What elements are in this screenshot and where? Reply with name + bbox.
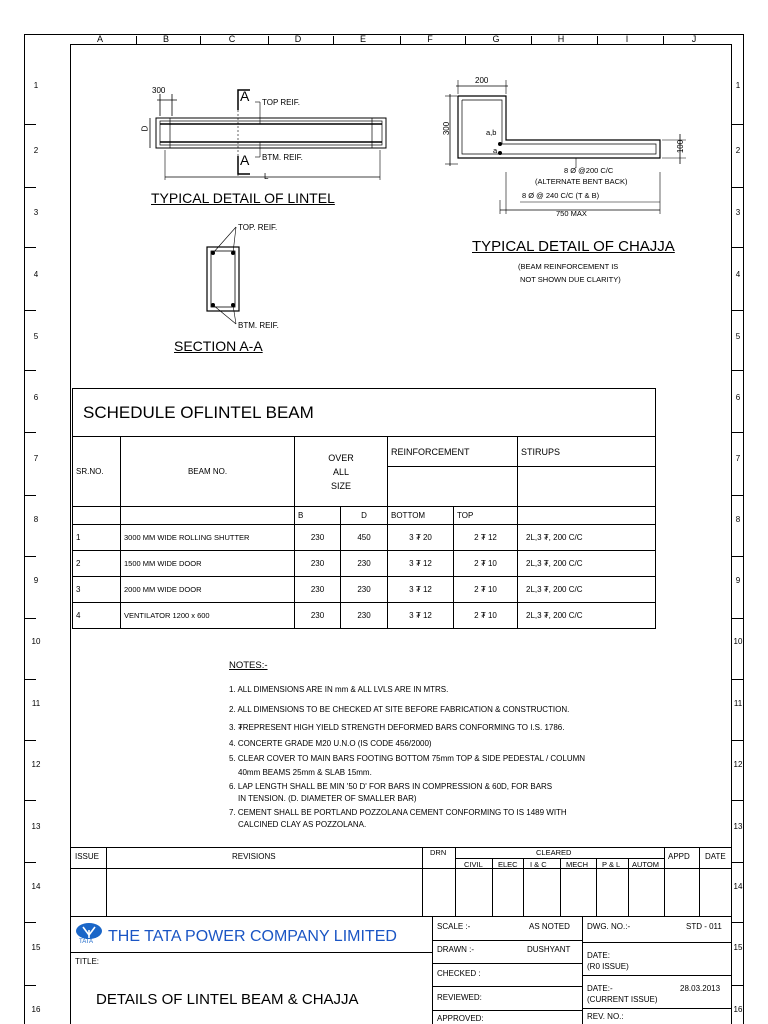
- rev-mech-label: MECH: [566, 860, 589, 869]
- header-reinforcement: REINFORCEMENT: [388, 437, 518, 467]
- grid-row-12: 12: [31, 760, 41, 769]
- note-line: 1. ALL DIMENSIONS ARE IN mm & ALL LVLS ARE IN MTRS.: [229, 685, 449, 694]
- chajja-dim-200: 200: [475, 76, 489, 85]
- note-line: 7. CEMENT SHALL BE PORTLAND POZZOLANA CEMENT CONFORMING TO IS 1489 WITH: [229, 808, 567, 817]
- lintel-dim-300: 300: [152, 86, 166, 95]
- rev-autom-label: AUTOM: [632, 860, 659, 869]
- section-top-reif-label: TOP. REIF.: [238, 223, 278, 232]
- current-date-label: DATE:-: [587, 984, 613, 993]
- dwg-no-value: STD - 011: [686, 922, 722, 931]
- chajja-mark-ab: a,b: [486, 128, 497, 137]
- lintel-section-mark-top: A: [240, 88, 250, 104]
- lintel-top-reif-label: TOP REIF.: [262, 98, 300, 107]
- grid-col-divider: [531, 36, 532, 44]
- chajja-mark-a: a: [493, 146, 498, 155]
- row-stirrup: 2L,3 ₮, 200 C/C: [518, 603, 656, 629]
- section-aa-drawing: [200, 220, 250, 330]
- date-label: DATE:: [587, 951, 610, 960]
- header-beam-no: BEAM NO.: [121, 437, 295, 507]
- grid-row-divider: [732, 922, 744, 923]
- row-sr: 4: [73, 603, 121, 629]
- grid-row-divider: [732, 432, 744, 433]
- row-top: 2 ₮ 10: [454, 551, 518, 577]
- lintel-length-label: L: [264, 172, 269, 181]
- grid-row-divider: [24, 495, 36, 496]
- grid-row-divider: [24, 187, 36, 188]
- grid-col-divider: [663, 36, 664, 44]
- titleblock-divider-v: [432, 917, 433, 1024]
- rev-pl-label: P & L: [602, 860, 621, 869]
- note-line: 4. CONCERTE GRADE M20 U.N.O (IS CODE 456/2000): [229, 739, 432, 748]
- rev-divider: [699, 847, 700, 917]
- grid-row-3-right: 3: [735, 208, 741, 217]
- titleblock-divider-h: [582, 942, 732, 943]
- rev-no-label: REV. NO.:: [587, 1012, 624, 1021]
- subheader-blank: [121, 507, 295, 525]
- grid-row-divider: [732, 124, 744, 125]
- row-sr: 1: [73, 525, 121, 551]
- grid-row-divider: [24, 432, 36, 433]
- note-line: 2. ALL DIMENSIONS TO BE CHECKED AT SITE BEFORE FABRICATION & CONSTRUCTION.: [229, 705, 570, 714]
- note-line: 6. LAP LENGTH SHALL BE MIN '50 D' FOR BARS IN COMPRESSION & 60D, FOR BARS: [229, 782, 553, 791]
- subheader-b: B: [295, 507, 341, 525]
- grid-row-9-right: 9: [735, 576, 741, 585]
- grid-row-4-right: 4: [735, 270, 741, 279]
- grid-row-1: 1: [33, 81, 39, 90]
- grid-col-divider: [400, 36, 401, 44]
- grid-row-8: 8: [33, 515, 39, 524]
- grid-row-divider: [24, 862, 36, 863]
- chajja-dim-100: 100: [676, 139, 686, 154]
- grid-col-divider: [268, 36, 269, 44]
- grid-col-j: J: [691, 34, 697, 44]
- header-size: SIZE: [330, 480, 351, 491]
- grid-col-e: E: [359, 34, 366, 44]
- titleblock-divider-h: [432, 963, 582, 964]
- checked-label: CHECKED :: [437, 969, 481, 978]
- header-all: ALL: [332, 466, 349, 477]
- titleblock-divider-h: [432, 1010, 582, 1011]
- grid-col-h: H: [557, 34, 565, 44]
- grid-row-9: 9: [33, 576, 39, 585]
- grid-row-4: 4: [33, 270, 39, 279]
- row-sr: 3: [73, 577, 121, 603]
- grid-row-divider: [732, 370, 744, 371]
- grid-row-divider: [732, 556, 744, 557]
- section-btm-reif-label: BTM. REIF.: [238, 321, 279, 330]
- row-top: 2 ₮ 10: [454, 603, 518, 629]
- grid-row-14: 14: [31, 882, 41, 891]
- grid-row-divider: [24, 556, 36, 557]
- drawn-label: DRAWN :-: [437, 945, 475, 954]
- row-d: 230: [341, 577, 388, 603]
- row-d: 230: [341, 603, 388, 629]
- rev-divider: [422, 847, 423, 917]
- grid-row-3: 3: [33, 208, 39, 217]
- chajja-dim-300: 300: [442, 121, 452, 136]
- header-stirrups: STIRUPS: [518, 437, 656, 467]
- rev-divider: [523, 858, 524, 917]
- grid-row-divider: [732, 187, 744, 188]
- rev-divider: [106, 847, 107, 917]
- chajja-detail-drawing: [440, 72, 700, 232]
- lintel-btm-reif-label: BTM. REIF.: [262, 153, 303, 162]
- grid-row-8-right: 8: [735, 515, 741, 524]
- subheader-top: TOP: [454, 507, 518, 525]
- row-top: 2 ₮ 10: [454, 577, 518, 603]
- lintel-dim-d: D: [140, 125, 150, 132]
- subheader-d: D: [341, 507, 388, 525]
- scale-value: AS NOTED: [529, 922, 570, 931]
- row-d: 230: [341, 551, 388, 577]
- rev-cleared-label: CLEARED: [536, 848, 572, 857]
- row-b: 230: [295, 603, 341, 629]
- dwg-no-label: DWG. NO.:-: [587, 922, 631, 931]
- grid-row-divider: [732, 740, 744, 741]
- grid-row-7: 7: [33, 454, 39, 463]
- grid-row-divider: [24, 618, 36, 619]
- grid-row-divider: [732, 800, 744, 801]
- row-beam: 3000 MM WIDE ROLLING SHUTTER: [121, 525, 295, 551]
- rev-ic-label: I & C: [530, 860, 547, 869]
- reviewed-label: REVIEWED:: [437, 993, 482, 1002]
- rev-issue-label: ISSUE: [75, 852, 100, 861]
- note-line: 5. CLEAR COVER TO MAIN BARS FOOTING BOTTOM 75mm TOP & SIDE PEDESTAL / COLUMN: [229, 754, 586, 763]
- header-stirrups-blank: [518, 467, 656, 507]
- drawn-value: DUSHYANT: [527, 945, 571, 954]
- header-overall-size: [295, 437, 388, 507]
- rev-divider: [628, 858, 629, 917]
- grid-row-12-right: 12: [733, 760, 743, 769]
- grid-row-divider: [24, 247, 36, 248]
- grid-row-divider: [732, 679, 744, 680]
- rev-divider: [596, 858, 597, 917]
- grid-row-13: 13: [31, 822, 41, 831]
- row-b: 230: [295, 551, 341, 577]
- grid-row-1-right: 1: [735, 81, 741, 90]
- row-d: 450: [341, 525, 388, 551]
- subheader-bottom: BOTTOM: [388, 507, 454, 525]
- chajja-bar-note-2: (ALTERNATE BENT BACK): [535, 177, 628, 186]
- approved-label: APPROVED:: [437, 1014, 484, 1023]
- table-row: [73, 525, 656, 551]
- grid-col-g: G: [492, 34, 500, 44]
- rev-civil-label: CIVIL: [464, 860, 483, 869]
- chajja-bar-note-3: 8 Ø @ 240 C/C (T & B): [522, 191, 600, 200]
- row-b: 230: [295, 577, 341, 603]
- grid-col-d: D: [294, 34, 302, 44]
- grid-row-2: 2: [33, 146, 39, 155]
- tata-logo-text: TATA: [79, 939, 93, 945]
- titleblock-divider-h: [582, 975, 732, 976]
- note-line: IN TENSION. (D. DIAMETER OF SMALLER BAR): [238, 794, 417, 803]
- titleblock-divider-h: [432, 940, 582, 941]
- titleblock-divider-h: [432, 986, 582, 987]
- lintel-section-mark-bottom: A: [240, 152, 250, 168]
- section-aa-title: SECTION A-A: [174, 338, 263, 354]
- grid-col-i: I: [625, 34, 629, 44]
- grid-row-15-right: 15: [733, 943, 743, 952]
- rev-divider: [664, 847, 665, 917]
- grid-row-10: 10: [31, 637, 41, 646]
- grid-row-divider: [24, 124, 36, 125]
- company-name: THE TATA POWER COMPANY LIMITED: [108, 928, 397, 945]
- chajja-bar-note-1: 8 Ø @200 C/C: [564, 166, 614, 175]
- subheader-blank: [518, 507, 656, 525]
- chajja-sub-2: NOT SHOWN DUE CLARITY): [520, 275, 621, 284]
- grid-row-11: 11: [31, 699, 41, 708]
- grid-row-6: 6: [33, 393, 39, 402]
- title-label: TITLE:: [75, 957, 100, 966]
- header-reinf-blank: [388, 467, 518, 507]
- row-stirrup: 2L,3 ₮, 200 C/C: [518, 577, 656, 603]
- table-row: [73, 577, 656, 603]
- grid-col-divider: [597, 36, 598, 44]
- rev-divider: [492, 858, 493, 917]
- grid-row-divider: [732, 862, 744, 863]
- note-line: CALCINED CLAY AS POZZOLANA.: [238, 820, 367, 829]
- grid-row-divider: [732, 310, 744, 311]
- header-over: OVER: [328, 452, 354, 463]
- grid-row-divider: [24, 985, 36, 986]
- grid-row-11-right: 11: [733, 699, 743, 708]
- row-sr: 2: [73, 551, 121, 577]
- grid-row-2-right: 2: [735, 146, 741, 155]
- row-stirrup: 2L,3 ₮, 200 C/C: [518, 525, 656, 551]
- rev-date-label: DATE: [705, 852, 726, 861]
- titleblock-divider-h: [582, 1008, 732, 1009]
- row-b: 230: [295, 525, 341, 551]
- grid-col-divider: [136, 36, 137, 44]
- row-top: 2 ₮ 12: [454, 525, 518, 551]
- grid-row-16-right: 16: [733, 1005, 743, 1014]
- note-line: 3. ₮REPRESENT HIGH YIELD STRENGTH DEFORMED BARS CONFORMING TO I.S. 1786.: [229, 723, 565, 732]
- note-line: 40mm BEAMS 25mm & SLAB 15mm.: [238, 768, 372, 777]
- grid-row-5: 5: [33, 332, 39, 341]
- table-row: [73, 551, 656, 577]
- schedule-table: [72, 388, 656, 629]
- rev-revisions-label: REVISIONS: [232, 852, 276, 861]
- grid-col-divider: [465, 36, 466, 44]
- grid-row-divider: [732, 495, 744, 496]
- grid-col-c: C: [228, 34, 236, 44]
- grid-col-divider: [200, 36, 201, 44]
- drawing-title: DETAILS OF LINTEL BEAM & CHAJJA: [96, 991, 359, 1008]
- tata-logo: [74, 922, 104, 946]
- r0-issue-label: (R0 ISSUE): [587, 962, 629, 971]
- grid-row-13-right: 13: [733, 822, 743, 831]
- grid-row-15: 15: [31, 943, 41, 952]
- subheader-blank: [73, 507, 121, 525]
- grid-row-10-right: 10: [733, 637, 743, 646]
- grid-row-14-right: 14: [733, 882, 743, 891]
- current-issue-label: (CURRENT ISSUE): [587, 995, 658, 1004]
- grid-col-divider: [333, 36, 334, 44]
- grid-row-7-right: 7: [735, 454, 741, 463]
- row-stirrup: 2L,3 ₮, 200 C/C: [518, 551, 656, 577]
- row-bottom: 3 ₮ 20: [388, 525, 454, 551]
- grid-row-divider: [24, 922, 36, 923]
- grid-row-divider: [24, 370, 36, 371]
- grid-row-divider: [732, 985, 744, 986]
- schedule-title: SCHEDULE OFLINTEL BEAM: [73, 389, 656, 437]
- rev-elec-label: ELEC: [498, 860, 518, 869]
- row-beam: 2000 MM WIDE DOOR: [121, 577, 295, 603]
- grid-row-divider: [732, 618, 744, 619]
- grid-col-a: A: [96, 34, 103, 44]
- row-beam: 1500 MM WIDE DOOR: [121, 551, 295, 577]
- grid-col-f: F: [427, 34, 433, 44]
- grid-row-divider: [732, 247, 744, 248]
- chajja-title: TYPICAL DETAIL OF CHAJJA: [472, 238, 675, 255]
- grid-row-divider: [24, 800, 36, 801]
- chajja-max-note: 750 MAX: [556, 209, 587, 218]
- grid-row-16: 16: [31, 1005, 41, 1014]
- lintel-detail-drawing: [140, 80, 400, 190]
- lintel-title: TYPICAL DETAIL OF LINTEL: [151, 190, 335, 206]
- rev-drn-label: DRN: [430, 848, 447, 857]
- row-bottom: 3 ₮ 12: [388, 577, 454, 603]
- scale-label: SCALE :-: [437, 922, 471, 931]
- chajja-sub-1: (BEAM REINFORCEMENT IS: [518, 262, 619, 271]
- row-bottom: 3 ₮ 12: [388, 551, 454, 577]
- row-bottom: 3 ₮ 12: [388, 603, 454, 629]
- grid-col-b: B: [162, 34, 169, 44]
- titleblock-divider-h: [70, 952, 432, 953]
- table-row: [73, 603, 656, 629]
- notes-heading: NOTES:-: [229, 660, 268, 671]
- rev-appd-label: APPD: [668, 852, 690, 861]
- grid-row-divider: [24, 679, 36, 680]
- grid-row-6-right: 6: [735, 393, 741, 402]
- row-beam: VENTILATOR 1200 x 600: [121, 603, 295, 629]
- header-sr-no: SR.NO.: [73, 437, 121, 507]
- grid-row-divider: [24, 310, 36, 311]
- grid-row-divider: [24, 740, 36, 741]
- current-date-value: 28.03.2013: [680, 984, 721, 993]
- rev-divider: [560, 858, 561, 917]
- grid-row-5-right: 5: [735, 332, 741, 341]
- rev-cleared-line: [455, 858, 664, 859]
